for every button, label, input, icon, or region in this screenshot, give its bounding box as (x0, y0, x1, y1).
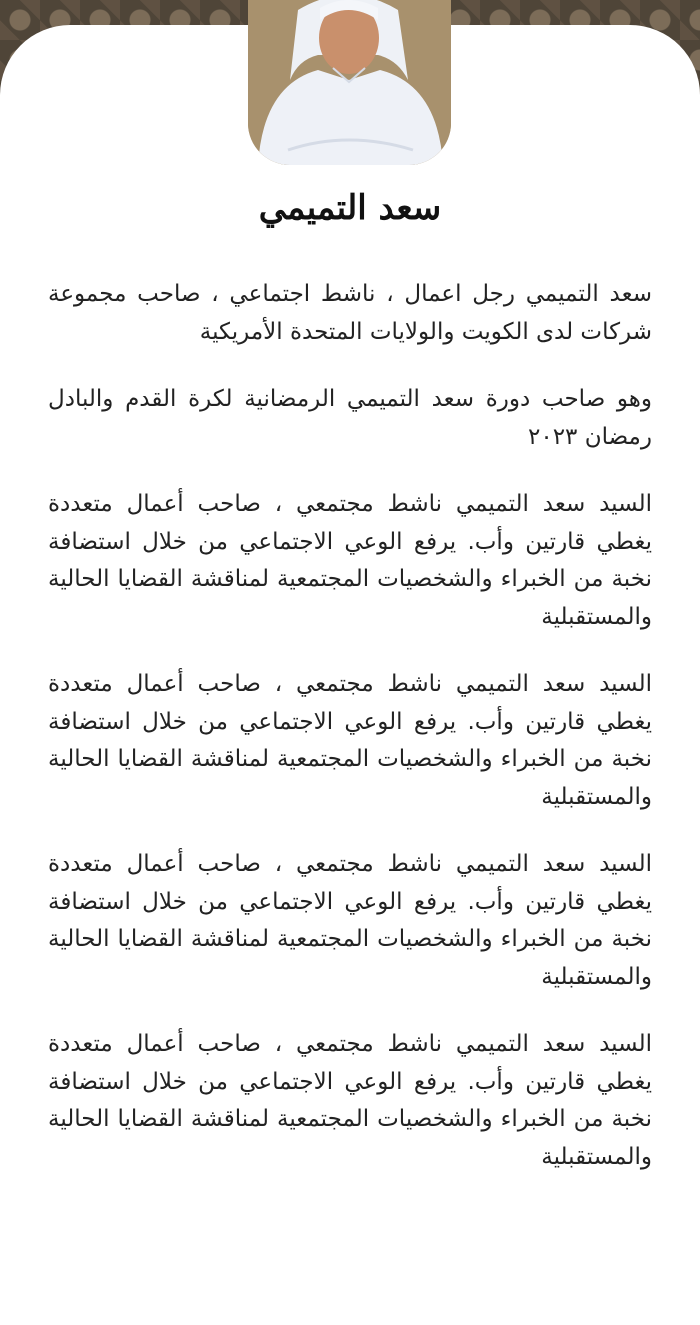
profile-name: سعد التميمي (258, 188, 442, 228)
bio-content (48, 276, 652, 1206)
bio-paragraph: السيد سعد التميمي ناشط مجتمعي ، صاحب أعمال متعددة يغطي قارتين وأب. يرفع الوعي الاجتماعي من خلال استضافة نخبة من الخبراء والشخصيات المجتمعية لمناقشة القضايا الحالية والمستقبلية (48, 1031, 652, 1170)
person-portrait-icon (248, 0, 451, 165)
bio-paragraph: وهو صاحب دورة سعد التميمي الرمضانية لكرة القدم والبادل رمضان ٢٠٢٣ (48, 386, 652, 450)
bio-paragraph: السيد سعد التميمي ناشط مجتمعي ، صاحب أعمال متعددة يغطي قارتين وأب. يرفع الوعي الاجتماعي من خلال استضافة نخبة من الخبراء والشخصيات المجتمعية لمناقشة القضايا الحالية والمستقبلية (48, 851, 652, 990)
bio-paragraph: السيد سعد التميمي ناشط مجتمعي ، صاحب أعمال متعددة يغطي قارتين وأب. يرفع الوعي الاجتماعي من خلال استضافة نخبة من الخبراء والشخصيات المجتمعية لمناقشة القضايا الحالية والمستقبلية (48, 491, 652, 630)
bio-paragraph: السيد سعد التميمي ناشط مجتمعي ، صاحب أعمال متعددة يغطي قارتين وأب. يرفع الوعي الاجتماعي من خلال استضافة نخبة من الخبراء والشخصيات المجتمعية لمناقشة القضايا الحالية والمستقبلية (48, 671, 652, 810)
bio-paragraph: سعد التميمي رجل اعمال ، ناشط اجتماعي ، صاحب مجموعة شركات لدى الكويت والولايات المتحدة الأمريكية (48, 281, 652, 345)
profile-photo (248, 0, 451, 165)
